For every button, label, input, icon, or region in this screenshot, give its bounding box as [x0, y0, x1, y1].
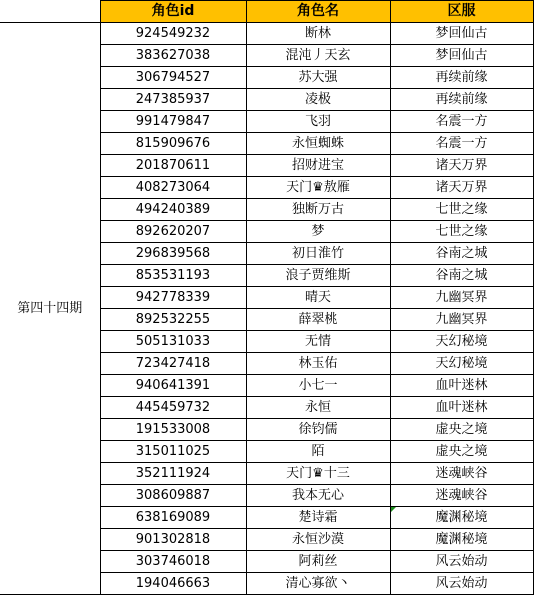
- server-cell: [390, 529, 533, 551]
- role-name-cell: 清心寡欲丶: [246, 573, 390, 595]
- server-text: 名震一方: [435, 136, 488, 151]
- server-cell: [390, 485, 533, 507]
- role-name-cell: 天门♛敖雁: [246, 177, 390, 199]
- role-name-cell: 薛翠桃: [246, 309, 390, 331]
- role-name-cell: 陌: [246, 441, 390, 463]
- header-row: [0, 1, 533, 23]
- server-cell: [390, 397, 533, 419]
- role-name-cell: 我本无心: [246, 485, 390, 507]
- server-cell: [390, 45, 533, 67]
- server-text: 血叶迷林: [435, 400, 488, 415]
- role-id-cell: 815909676: [100, 133, 246, 155]
- server-cell: [390, 287, 533, 309]
- role-id-cell: 940641391: [100, 375, 246, 397]
- server-text: 虚央之境: [435, 444, 488, 459]
- role-id-cell: 723427418: [100, 353, 246, 375]
- role-name-cell: 永恒沙漠: [246, 529, 390, 551]
- server-cell: [390, 243, 533, 265]
- role-id-cell: 191533008: [100, 419, 246, 441]
- server-text: 诸天万界: [435, 180, 488, 195]
- server-text: 再续前缘: [435, 92, 488, 107]
- role-id-cell: 308609887: [100, 485, 246, 507]
- role-name-cell: 断林: [246, 23, 390, 45]
- role-id-cell: 942778339: [100, 287, 246, 309]
- server-cell: [390, 89, 533, 111]
- server-text: 梦回仙古: [435, 26, 488, 41]
- server-text: 天幻秘境: [435, 334, 488, 349]
- role-name-cell: 浪子贾维斯: [246, 265, 390, 287]
- server-cell: [390, 419, 533, 441]
- server-cell: [390, 507, 533, 529]
- role-id-cell: 352111924: [100, 463, 246, 485]
- header-server: 区服: [390, 1, 533, 23]
- role-id-cell: 296839568: [100, 243, 246, 265]
- server-cell: [390, 573, 533, 595]
- server-text: 虚央之境: [435, 422, 488, 437]
- server-cell: [390, 309, 533, 331]
- comment-indicator-icon[interactable]: [391, 507, 396, 512]
- role-name-cell: 独断万古: [246, 199, 390, 221]
- server-text: 迷魂峡谷: [435, 466, 488, 481]
- server-text: 天幻秘境: [435, 356, 488, 371]
- role-id-cell: 638169089: [100, 507, 246, 529]
- role-name-cell: 初日淮竹: [246, 243, 390, 265]
- server-cell: [390, 221, 533, 243]
- server-text: 谷南之城: [435, 268, 488, 283]
- server-text: 诸天万界: [435, 158, 488, 173]
- table-row: [0, 23, 533, 45]
- server-cell: [390, 133, 533, 155]
- role-id-cell: 383627038: [100, 45, 246, 67]
- server-cell: [390, 353, 533, 375]
- server-text: 血叶迷林: [435, 378, 488, 393]
- role-name-cell: 小七一: [246, 375, 390, 397]
- header-id: 角色id: [100, 1, 246, 23]
- server-text: 迷魂峡谷: [435, 488, 488, 503]
- server-cell: [390, 375, 533, 397]
- server-text: 风云始动: [435, 554, 488, 569]
- role-id-cell: 892620207: [100, 221, 246, 243]
- role-name-cell: 无情: [246, 331, 390, 353]
- server-text: 风云始动: [435, 576, 488, 591]
- server-cell: [390, 155, 533, 177]
- role-name-cell: 飞羽: [246, 111, 390, 133]
- server-cell: [390, 463, 533, 485]
- role-id-cell: 303746018: [100, 551, 246, 573]
- role-id-cell: 247385937: [100, 89, 246, 111]
- server-cell: [390, 177, 533, 199]
- server-text: 再续前缘: [435, 70, 488, 85]
- server-cell: [390, 265, 533, 287]
- server-text: 魔渊秘境: [435, 532, 488, 547]
- role-id-cell: 315011025: [100, 441, 246, 463]
- header-blank-cell: [0, 1, 100, 23]
- role-name-cell: 永恒: [246, 397, 390, 419]
- role-name-cell: 楚诗霜: [246, 507, 390, 529]
- role-name-cell: 永恒蜘蛛: [246, 133, 390, 155]
- role-id-cell: 901302818: [100, 529, 246, 551]
- server-text: 魔渊秘境: [435, 510, 488, 525]
- role-name-cell: 晴天: [246, 287, 390, 309]
- role-name-cell: 招财进宝: [246, 155, 390, 177]
- role-id-cell: 408273064: [100, 177, 246, 199]
- role-id-cell: 306794527: [100, 67, 246, 89]
- role-id-cell: 505131033: [100, 331, 246, 353]
- role-name-cell: 混沌丿天玄: [246, 45, 390, 67]
- role-name-cell: 凌极: [246, 89, 390, 111]
- server-text: 九幽冥界: [435, 290, 488, 305]
- role-id-cell: 991479847: [100, 111, 246, 133]
- server-cell: [390, 551, 533, 573]
- server-cell: [390, 331, 533, 353]
- role-id-cell: 494240389: [100, 199, 246, 221]
- header-name: 角色名: [246, 1, 390, 23]
- server-text: 梦回仙古: [435, 48, 488, 63]
- role-name-cell: 梦: [246, 221, 390, 243]
- server-text: 七世之缘: [435, 224, 488, 239]
- role-name-cell: 阿莉丝: [246, 551, 390, 573]
- server-cell: [390, 199, 533, 221]
- server-cell: [390, 441, 533, 463]
- role-id-cell: 201870611: [100, 155, 246, 177]
- server-text: 九幽冥界: [435, 312, 488, 327]
- role-id-cell: 892532255: [100, 309, 246, 331]
- period-label: 第四十四期: [0, 23, 100, 595]
- role-id-cell: 853531193: [100, 265, 246, 287]
- role-name-cell: 天门♛十三: [246, 463, 390, 485]
- role-name-cell: 徐钧儒: [246, 419, 390, 441]
- server-cell: [390, 111, 533, 133]
- server-text: 谷南之城: [435, 246, 488, 261]
- role-name-cell: 林玉佑: [246, 353, 390, 375]
- role-id-cell: 924549232: [100, 23, 246, 45]
- role-id-cell: 194046663: [100, 573, 246, 595]
- role-name-cell: 苏大强: [246, 67, 390, 89]
- server-cell: [390, 67, 533, 89]
- role-id-cell: 445459732: [100, 397, 246, 419]
- server-cell: [390, 23, 533, 45]
- server-text: 名震一方: [435, 114, 488, 129]
- server-text: 七世之缘: [435, 202, 488, 217]
